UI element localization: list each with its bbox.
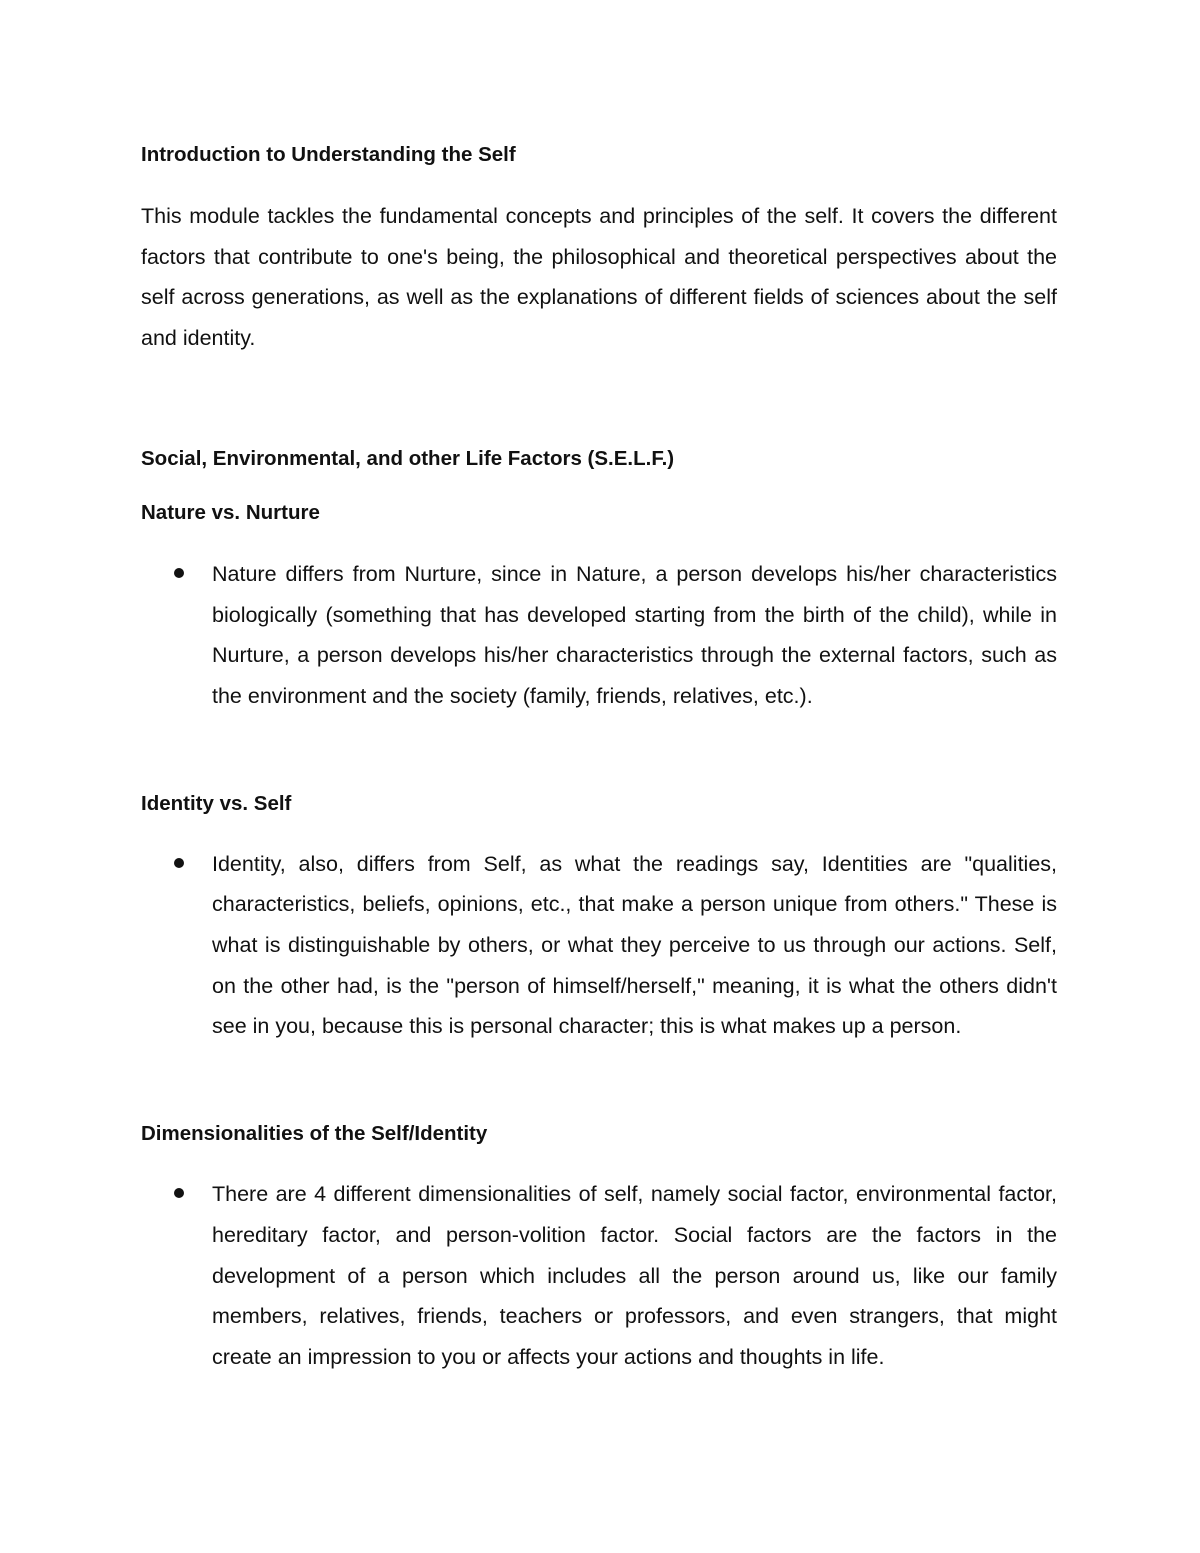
bullet-text-dimensionalities: There are 4 different dimensionalities of self, namely social factor, environmental factor, hereditary factor, and person-volition factor. Social factors are the factors in the development of a person which includes all the person around us, like our family members, relatives, friends, teachers or professors, and even strangers, that might create an impression to you or affects your actions and thoughts in life. [212,1182,1057,1369]
bullet-icon [174,568,184,578]
subheading-dimensionalities: Dimensionalities of the Self/Identity [141,1122,488,1146]
bullet-text-nature-vs-nurture: Nature differs from Nurture, since in Nature, a person develops his/her characteristics biologically (something that has developed starting from the birth of the child), while in Nurture, a person develops his/her characteristics through the external factors, such as the environment and the society (family, friends, relatives, etc.). [212,561,1057,708]
list-item [141,554,1057,717]
document-body [141,140,1057,1378]
list-item [141,1174,1057,1378]
document-title: Introduction to Understanding the Self [141,143,516,166]
bullet-text-identity-vs-self: Identity, also, differs from Self, as what the readings say, Identities are "qualities, characteristics, beliefs, opinions, etc., that make a person unique from others." These is what is distinguishable by others, or what they perceive to us through our actions. Self, on the other had, is the "person of himself/herself," meaning, it is what the others didn't see in you, because this is personal character; this is what makes up a person. [212,851,1057,1039]
intro-paragraph: This module tackles the fundamental concepts and principles of the self. It covers the different factors that contribute to one's being, the philosophical and theoretical perspectives about the self across generations, as well as the explanations of different fields of sciences about the self and identity. [141,204,1057,351]
bullet-icon [174,1188,184,1198]
section-title: Social, Environmental, and other Life Factors (S.E.L.F.) [141,446,675,470]
bullet-icon [174,858,184,868]
list-item [141,844,1057,1048]
subheading-identity-vs-self: Identity vs. Self [141,791,292,815]
subheading-nature-vs-nurture: Nature vs. Nurture [141,500,320,524]
